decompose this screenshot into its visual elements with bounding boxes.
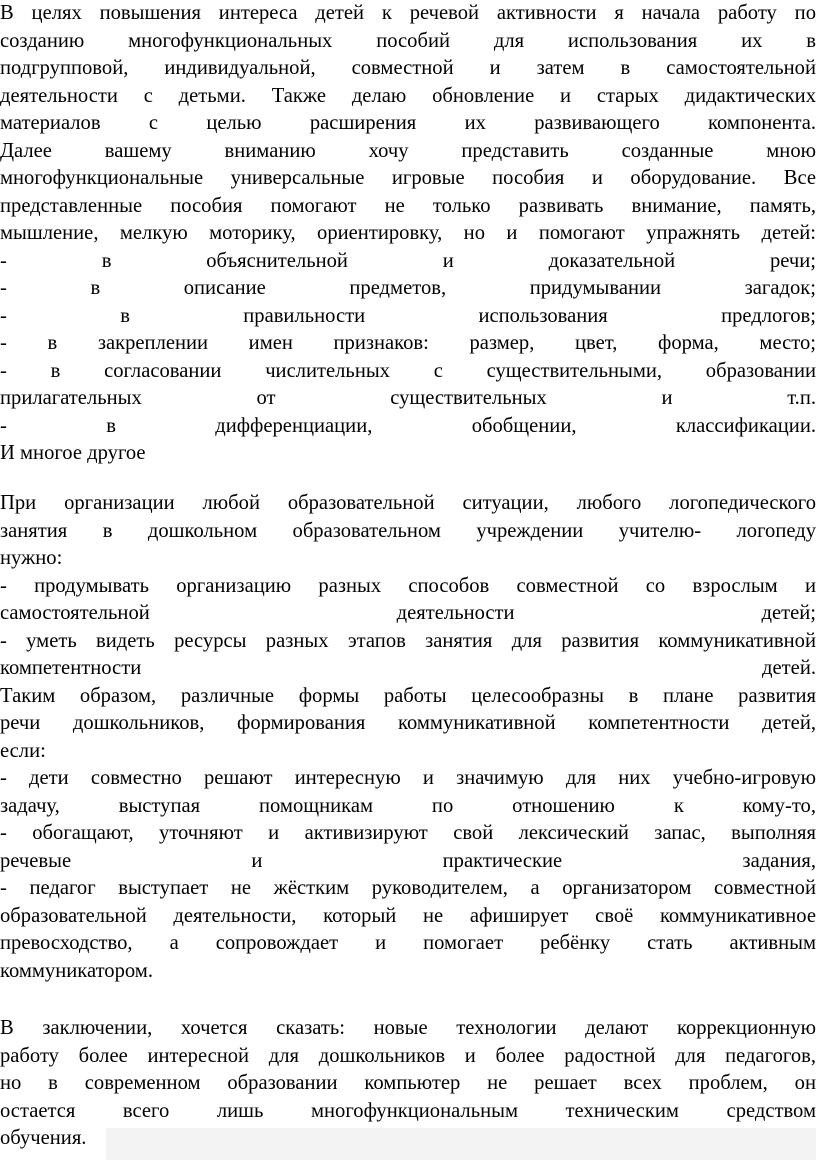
text-line: Далее вашему вниманию хочу представить созданные мною (0, 139, 816, 162)
list-item: - дети совместно решают интересную и значимую для них учебно-игровую (0, 767, 816, 789)
paragraph-organization (0, 490, 816, 985)
text-line: многофункциональные универсальные игровые пособия и оборудование. Все (0, 167, 816, 189)
list-item: - в описание предметов, придумывании загадок; (0, 277, 816, 299)
text-line: представленные пособия помогают не только развивать внимание, память, (0, 194, 816, 217)
list-item: - продумывать организацию разных способов совместной со взрослым и (0, 574, 816, 597)
paragraph-conclusion (0, 1015, 816, 1153)
list-item: - в согласовании числительных с существительными, образовании (0, 359, 816, 382)
text-line: прилагательных от существительных и т.п. (0, 387, 816, 409)
text-line: деятельности с детьми. Также делаю обновление и старых дидактических (0, 84, 816, 107)
text-line: материалов с целью расширения их развивающего компонента. (0, 112, 816, 134)
text-line: В заключении, хочется сказать: новые технологии делают коррекционную (0, 1017, 816, 1039)
text-line: созданию многофункциональных пособий для использования их в (0, 29, 816, 52)
text-line: остается всего лишь многофункциональным техническим средством (0, 1099, 816, 1122)
text-line: нужно: (0, 547, 63, 569)
text-line: образовательной деятельности, который не афиширует своё коммуникативное (0, 904, 816, 927)
list-item: - в закреплении имен признаков: размер, цвет, форма, место; (0, 332, 816, 354)
text-line: задачу, выступая помощникам по отношению к кому-то, (0, 794, 816, 817)
list-item: - уметь видеть ресурсы разных этапов занятия для развития коммуникативной (0, 629, 816, 652)
text-line: речевые и практические задания, (0, 849, 816, 872)
text-line: В целях повышения интереса детей к речевой активности я начала работу по (0, 2, 816, 24)
list-item: - в правильности использования предлогов; (0, 304, 816, 327)
text-line: И многое другое (0, 442, 146, 464)
list-item: - обогащают, уточняют и активизируют свой лексический запас, выполняя (0, 822, 816, 844)
text-line: превосходство, а сопровождает и помогает ребёнку стать активным (0, 932, 816, 954)
text-line: работу более интересной для дошкольников и более радостной для педагогов, (0, 1044, 816, 1067)
list-item: - в дифференциации, обобщении, классификации. (0, 414, 816, 437)
text-line: мышление, мелкую моторику, ориентировку, но и помогают упражнять детей: (0, 222, 816, 244)
list-item: - педагог выступает не жёстким руководителем, а организатором совместной (0, 877, 816, 899)
text-line: самостоятельной деятельности детей; (0, 602, 816, 624)
text-line: компетентности детей. (0, 657, 816, 679)
text-line: речи дошкольников, формирования коммуникативной компетентности детей, (0, 712, 816, 734)
text-line: коммуникатором. (0, 959, 153, 982)
text-line: занятия в дошкольном образовательном учреждении учителю- логопеду (0, 519, 816, 542)
text-line: обучения. (0, 1127, 87, 1149)
text-line: если: (0, 739, 46, 762)
text-line: подгрупповой, индивидуальной, совместной и затем в самостоятельной (0, 57, 816, 79)
paragraph-intro (0, 0, 816, 468)
text-line: При организации любой образовательной ситуации, любого логопедического (0, 492, 816, 514)
list-item: - в объяснительной и доказательной речи; (0, 249, 816, 272)
text-line: но в современном образовании компьютер не решает всех проблем, он (0, 1072, 816, 1094)
text-line: Таким образом, различные формы работы целесообразны в плане развития (0, 684, 816, 707)
